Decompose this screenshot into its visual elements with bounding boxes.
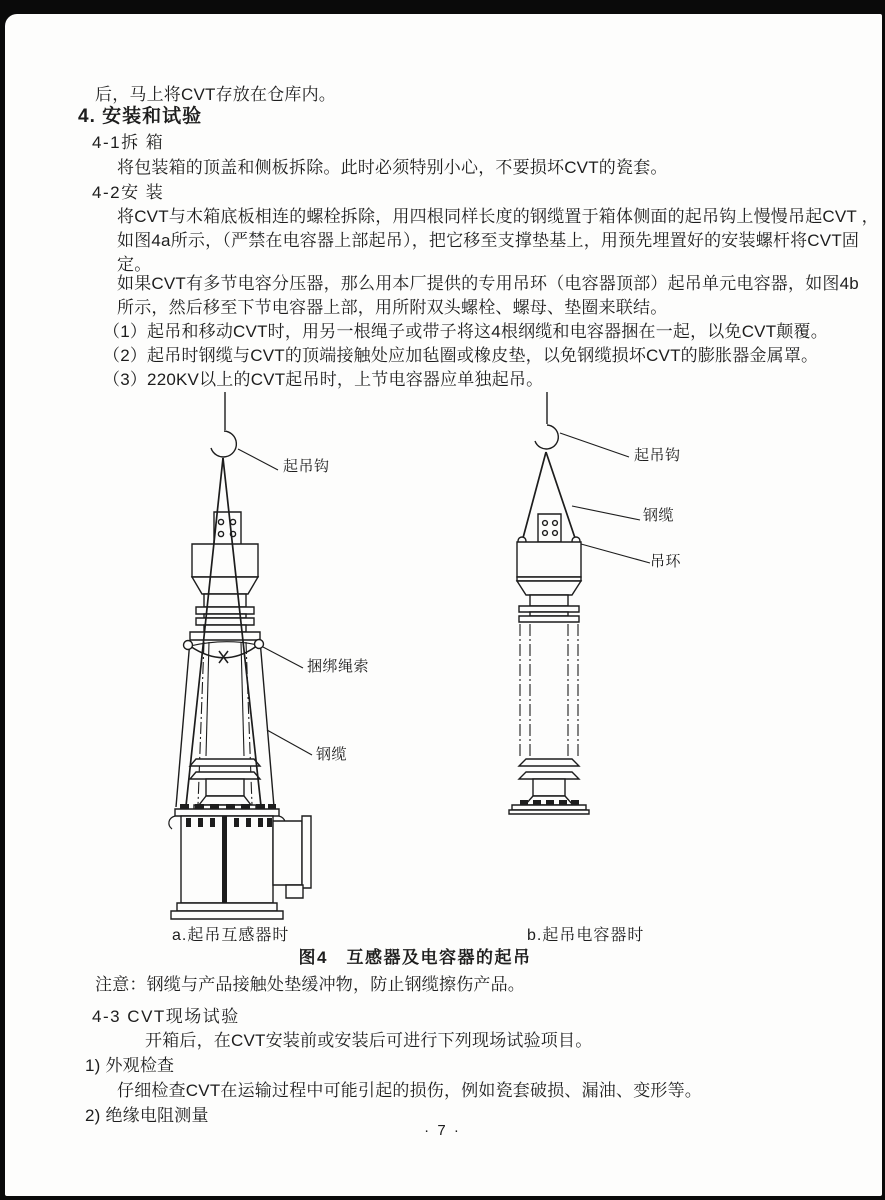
- figure-label-rope-a: 捆绑绳索: [307, 658, 370, 675]
- section-heading-4: 4. 安装和试验: [78, 106, 203, 127]
- note-line: 注意：钢缆与产品接触处垫缓冲物，防止钢缆擦伤产品。: [95, 975, 525, 994]
- numbered-item-1: （1）起吊和移动CVT时，用另一根绳子或带子将这4根纲缆和电容器捆在一起，以免CVT颠覆。: [103, 322, 828, 341]
- leader-ring-b: [581, 544, 650, 563]
- crane-hook-b: [535, 392, 558, 449]
- numbered-item-3: （3）220KV以上的CVT起吊时，上节电容器应单独起吊。: [103, 370, 544, 389]
- list-item-1-title: 1) 外观检查: [85, 1056, 175, 1075]
- page-number: · 7 ·: [424, 1122, 461, 1139]
- section-4-3-body: 开箱后，在CVT安装前或安装后可进行下列现场试验项目。: [145, 1031, 593, 1050]
- capacitor-head: [517, 542, 581, 622]
- porcelain-column-b: [520, 624, 578, 757]
- section-4-1-body: 将包装箱的顶盖和侧板拆除。此时必须特别小心，不要损坏CVT的瓷套。: [117, 158, 668, 177]
- figure-label-hook-b: 起吊钩: [634, 447, 681, 464]
- figure-title: 图4 互感器及电容器的起吊: [298, 948, 532, 967]
- column-base-b: [509, 759, 589, 814]
- section-title-4-1: 4-1拆 箱: [92, 133, 165, 152]
- leader-rope-a: [263, 647, 303, 668]
- paragraph-line: 将CVT与木箱底板相连的螺栓拆除，用四根同样长度的钢缆置于箱体侧面的起吊钩上慢慢吊起CVT ，: [117, 207, 879, 226]
- terminal-block-a: [214, 512, 241, 545]
- figure-label-hook-a: 起吊钩: [283, 458, 330, 475]
- figure-caption-a: a.起吊互感器时: [172, 927, 290, 944]
- binding-rope-a: [184, 640, 264, 664]
- terminal-block-b: [538, 514, 561, 542]
- leader-cable-a: [267, 730, 312, 755]
- figure-label-cable-b: 钢缆: [643, 507, 675, 524]
- paragraph-line: 所示，然后移至下节电容器上部，用所附双头螺栓、螺母、垫圈来联结。: [117, 298, 668, 317]
- paragraph-line: 如图4a所示，（严禁在电容器上部起吊），把它移至支撑垫基上，用预先埋置好的安装螺杆将CVT固: [117, 231, 860, 250]
- section-title-4-2: 4-2安 装: [92, 183, 165, 202]
- list-item-1-body: 仔细检查CVT在运输过程中可能引起的损伤，例如瓷套破损、漏油、变形等。: [117, 1081, 702, 1100]
- paragraph-line: 如果CVT有多节电容分压器，那么用本厂提供的专用吊环（电容器顶部）起吊单元电容器，如图4b: [117, 274, 859, 293]
- numbered-item-2: （2）起吊时钢缆与CVT的顶端接触处应加毡圈或橡皮垫，以免钢缆损坏CVT的膨胀器金属罩。: [103, 346, 819, 365]
- transformer-tank: [169, 804, 311, 919]
- leader-hook-a: [238, 449, 278, 470]
- tank-divider: [222, 816, 227, 903]
- section-title-4-3: 4-3 CVT现场试验: [92, 1007, 240, 1026]
- leader-hook-b: [560, 433, 629, 457]
- figure-caption-b: b.起吊电容器时: [527, 927, 645, 944]
- paragraph-line: 定。: [117, 255, 152, 274]
- figure-label-cable-a: 钢缆: [316, 746, 348, 763]
- figure-label-ring-b: 吊环: [650, 553, 682, 570]
- list-item-2-title: 2) 绝缘电阻测量: [85, 1106, 209, 1125]
- leader-cable-b: [572, 506, 640, 520]
- side-flange: [302, 816, 311, 888]
- crane-hook-a: [211, 392, 236, 457]
- capacitor-lifting-diagram: [509, 392, 650, 814]
- side-stub: [273, 821, 302, 885]
- expansion-chamber-a: [190, 544, 260, 640]
- intro-line: 后，马上将CVT存放在仓库内。: [95, 85, 336, 104]
